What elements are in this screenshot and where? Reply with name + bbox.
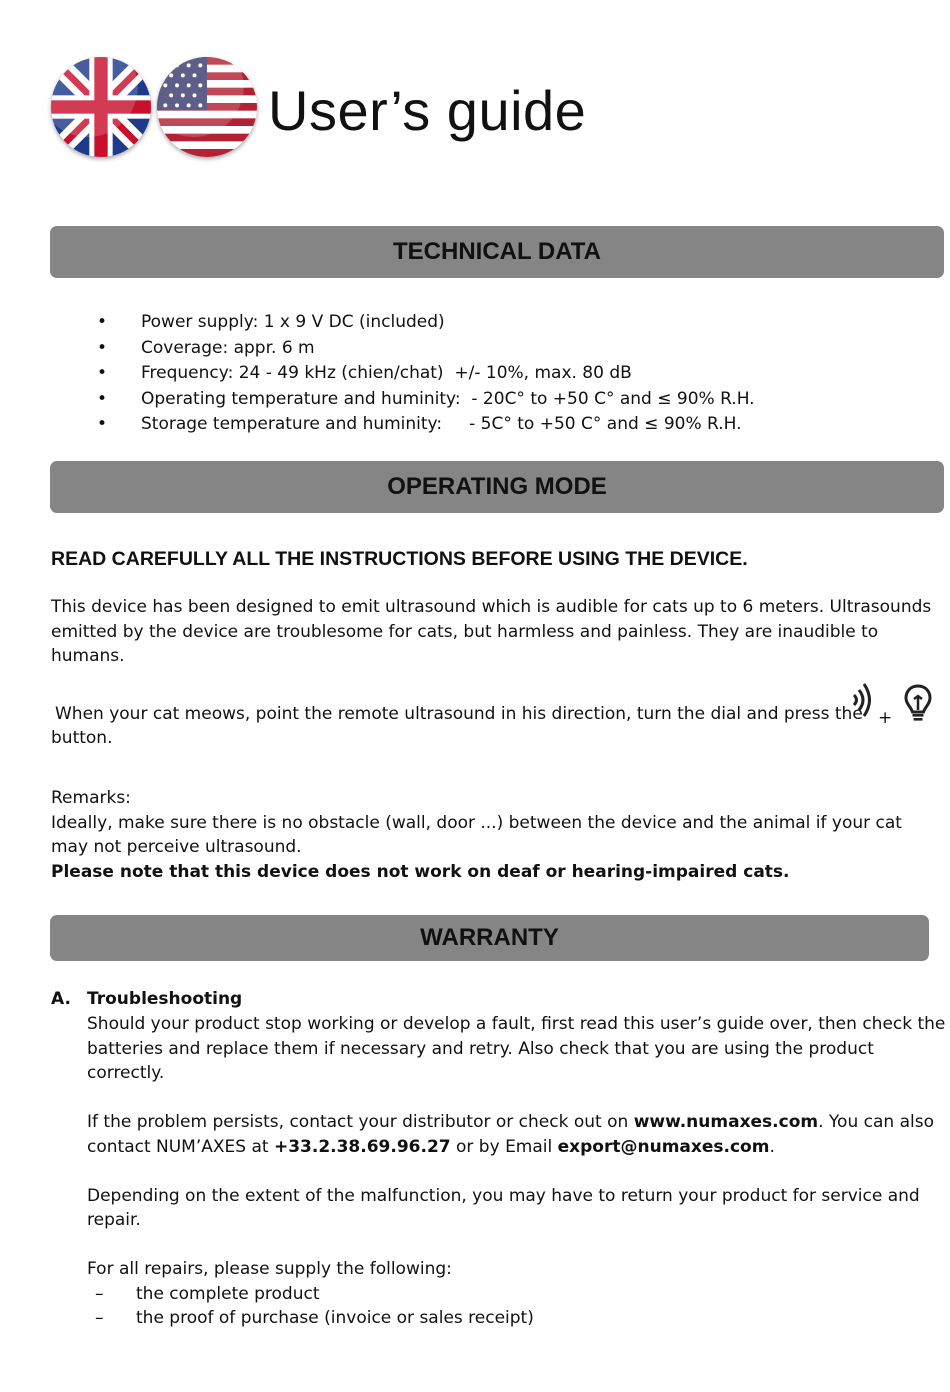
instruction-start: When your cat meows, point the remote ultrasound in his direction, turn the dial and press the <box>55 704 863 724</box>
technical-data-list <box>50 310 930 438</box>
ultrasound-icon <box>850 680 876 725</box>
troubleshooting-paragraph-4: For all repairs, please supply the following: <box>87 1259 452 1279</box>
bullet: • <box>97 388 108 409</box>
operating-mode-heading-label: OPERATING MODE <box>387 473 607 500</box>
dash-marker: – <box>95 1308 104 1328</box>
bullet: • <box>97 414 108 434</box>
supply-list <box>87 1282 947 1331</box>
warranty-heading <box>50 915 929 961</box>
uk-flag-icon <box>51 57 151 157</box>
bullet: • <box>97 363 108 383</box>
p2-text-a: If the problem persists, contact your distributor or check out on <box>87 1112 634 1132</box>
operating-mode-heading <box>50 461 944 513</box>
email-link[interactable]: export@numaxes.com <box>557 1136 770 1157</box>
bullet: • <box>97 337 108 358</box>
list-item <box>50 310 930 336</box>
page-title: User’s guide <box>268 79 587 142</box>
plus-sign: + <box>878 708 893 728</box>
dash-marker: – <box>95 1283 104 1304</box>
warranty-heading-label: WARRANTY <box>420 924 559 951</box>
troubleshooting-body <box>87 1012 947 1331</box>
warning-text: READ CAREFULLY ALL THE INSTRUCTIONS BEFORE USING THE DEVICE. <box>51 548 748 570</box>
list-item <box>50 412 930 438</box>
remarks-block <box>51 786 941 884</box>
description-text: This device has been designed to emit ultrasound which is audible for cats up to 6 meters. Ultrasounds emitted by the device are troublesome for cats, but harmless and painless. They are inaudible to humans. <box>51 597 932 666</box>
troubleshooting-paragraph-2 <box>87 1110 947 1159</box>
list-item-text: Storage temperature and huminity: - 5C° to +50 C° and ≤ 90% R.H. <box>141 414 742 434</box>
p2-text-d: . <box>769 1136 775 1157</box>
list-item <box>50 387 930 413</box>
remarks-label: Remarks: <box>51 788 131 808</box>
list-item-text: Coverage: appr. 6 m <box>141 337 315 358</box>
remarks-text: Ideally, make sure there is no obstacle (wall, door ...) between the device and the animal if your cat may not perceive ultrasound. <box>51 812 902 857</box>
us-flag-icon <box>157 57 257 157</box>
website-link[interactable]: www.numaxes.com <box>633 1112 819 1132</box>
technical-data-heading-label: TECHNICAL DATA <box>393 238 601 265</box>
instruction-text <box>51 702 941 727</box>
list-item <box>87 1306 947 1331</box>
list-item <box>87 1282 947 1307</box>
light-bulb-icon <box>903 683 933 728</box>
p2-text-b: . You can also contact NUM’AXES at <box>87 1112 934 1157</box>
list-item-text: Power supply: 1 x 9 V DC (included) <box>141 312 445 332</box>
section-letter: A. <box>51 989 71 1009</box>
list-item-text: Operating temperature and huminity: - 20C° to +50 C° and ≤ 90% R.H. <box>141 388 755 409</box>
list-item <box>50 361 930 387</box>
bullet: • <box>97 312 108 332</box>
important-note: Please note that this device does not work on deaf or hearing-impaired cats. <box>51 861 790 882</box>
technical-data-heading <box>50 226 944 278</box>
troubleshooting-paragraph-3: Depending on the extent of the malfunction, you may have to return your product for service and repair. <box>87 1185 920 1230</box>
list-item-text: Frequency: 24 - 49 kHz (chien/chat) +/- 10%, max. 80 dB <box>141 363 632 383</box>
list-item <box>50 336 930 362</box>
troubleshooting-paragraph-1: Should your product stop working or develop a fault, first read this user’s guide over, then check the batteries and replace them if necessary and retry. Also check that you are using the product correctly. <box>87 1014 946 1083</box>
instruction-end: button. <box>51 728 113 748</box>
list-item-text: the complete product <box>136 1283 320 1304</box>
phone-number: +33.2.38.69.96.27 <box>273 1136 451 1157</box>
list-item-text: the proof of purchase (invoice or sales receipt) <box>136 1308 534 1328</box>
p2-text-c: or by Email <box>450 1136 558 1157</box>
section-title: Troubleshooting <box>87 989 243 1009</box>
